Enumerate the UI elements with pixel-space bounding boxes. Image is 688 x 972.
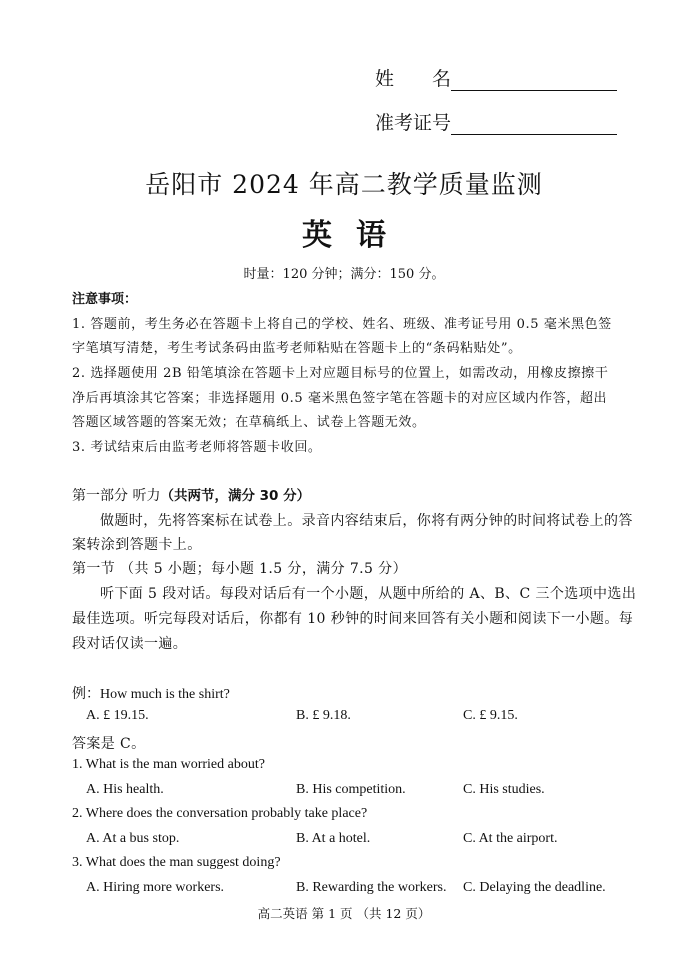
question-2: 2. Where does the conversation probably take place? [72,806,368,821]
part1-intro-line: 做题时，先将答案标在试卷上。录音内容结束后，你将有两分钟的时间将试卷上的答 [100,513,633,529]
q3-option-a[interactable]: A. Hiring more workers. [86,880,225,895]
name-field[interactable] [375,64,617,91]
q1-option-c[interactable]: C. His studies. [463,782,545,797]
q3-option-c[interactable]: C. Delaying the deadline. [463,880,606,895]
part1-title [72,484,310,505]
name-label: 姓 名 [375,68,452,90]
example-question: 例：How much is the shirt? [72,687,230,702]
example-option-c[interactable]: C. £ 9.15. [463,708,518,723]
part1-title-plain: 第一部分 听力 [72,488,161,504]
q1-option-b[interactable]: B. His competition. [296,782,406,797]
exam-id-field[interactable] [375,108,617,135]
question-1: 1. What is the man worried about? [72,757,265,772]
part1-title-bold: （共两节，满分 30 分） [160,488,311,504]
example-option-b[interactable]: B. £ 9.18. [296,708,351,723]
section1-title: 第一节 （共 5 小题；每小题 1.5 分，满分 7.5 分） [72,561,407,577]
page-footer: 高二英语 第 1 页 （共 12 页） [257,906,431,921]
q2-option-c[interactable]: C. At the airport. [463,831,558,846]
exam-title: 岳阳市 2024 年高二教学质量监测 [145,170,543,199]
exam-id-line[interactable] [451,115,617,135]
section1-line: 听下面 5 段对话。每段对话后有一个小题，从题中所给的 A、B、C 三个选项中选出 [100,586,637,602]
notice-line: 字笔填写清楚，考生考试条码由监考老师粘贴在答题卡上的“条码粘贴处”。 [72,341,522,356]
q2-option-a[interactable]: A. At a bus stop. [86,831,180,846]
notice-heading: 注意事项： [72,292,138,307]
q3-option-b[interactable]: B. Rewarding the workers. [296,880,447,895]
notice-line: 3. 考试结束后由监考老师将答题卡收回。 [72,440,322,455]
section1-line: 段对话仅读一遍。 [72,636,188,652]
notice-line: 答题区域答题的答案无效；在草稿纸上、试卷上答题无效。 [72,415,426,430]
question-3: 3. What does the man suggest doing? [72,855,281,870]
q2-option-b[interactable]: B. At a hotel. [296,831,371,846]
example-option-a[interactable]: A. £ 19.15. [86,708,149,723]
exam-id-label: 准考证号 [375,112,452,134]
notice-line: 2. 选择题使用 2B 铅笔填涂在答题卡上对应题目标号的位置上，如需改动，用橡皮擦擦干 [72,366,609,381]
subject-title: 英语 [302,218,410,253]
time-info: 时量：120 分钟；满分：150 分。 [243,267,445,282]
section1-line: 最佳选项。听完每段对话后，你都有 10 秒钟的时间来回答有关小题和阅读下一小题。每 [72,611,634,627]
example-answer: 答案是 C。 [72,736,146,752]
part1-intro-line: 案转涂到答题卡上。 [72,537,202,553]
notice-line: 1. 答题前，考生务必在答题卡上将自己的学校、姓名、班级、准考证号用 0.5 毫米黑色签 [72,317,612,332]
q1-option-a[interactable]: A. His health. [86,782,164,797]
notice-line: 净后再填涂其它答案；非选择题用 0.5 毫米黑色签字笔在答题卡的对应区域内作答，超出 [72,391,608,406]
name-line[interactable] [451,71,617,91]
